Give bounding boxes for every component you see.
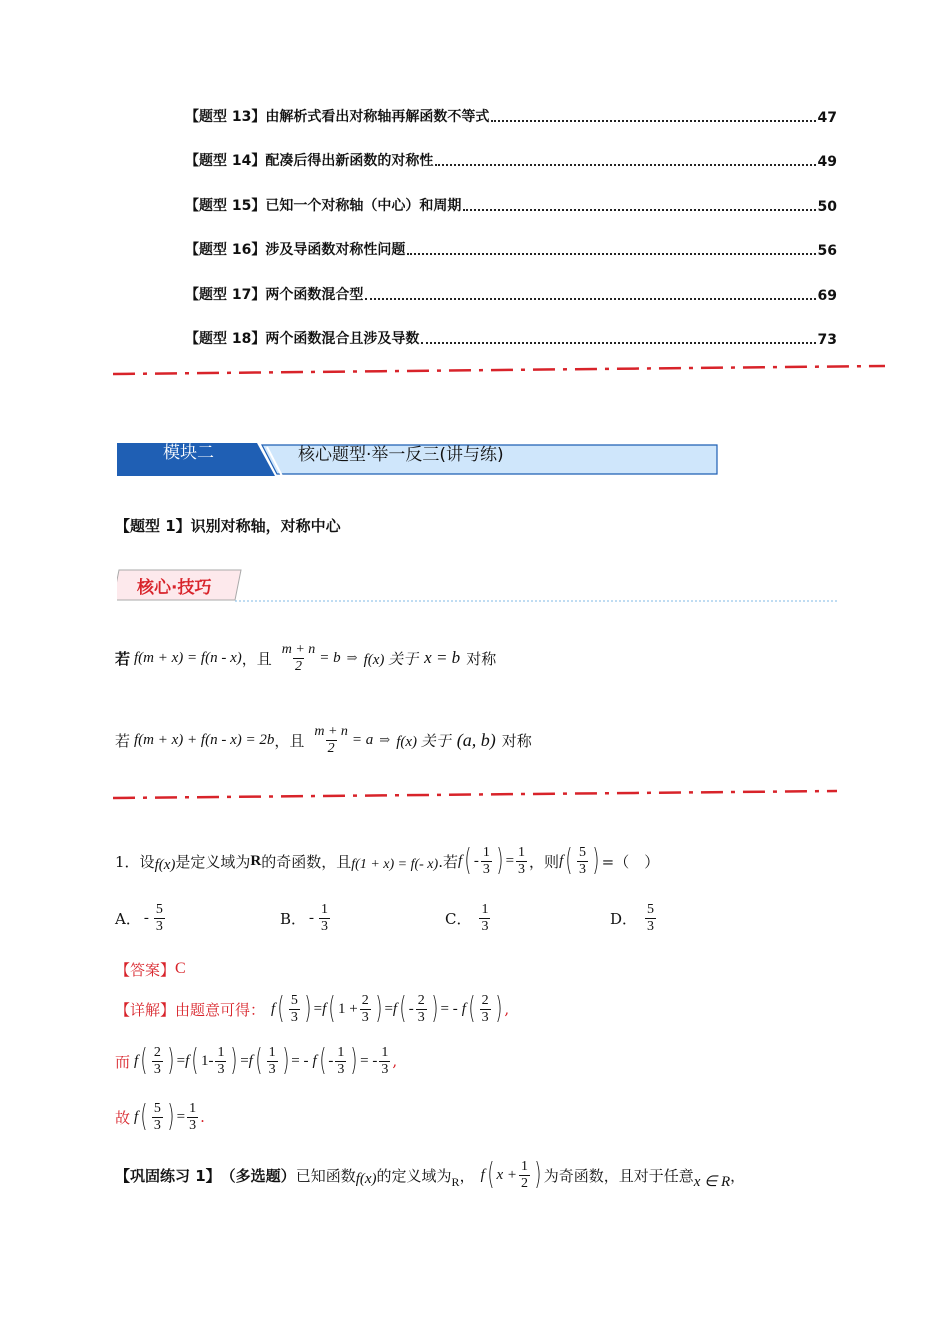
function-symbol: f bbox=[559, 852, 564, 869]
rule-prefix: 若 bbox=[115, 731, 131, 750]
question-text: 设 bbox=[139, 852, 155, 871]
option-sign: - bbox=[309, 910, 315, 926]
fraction bbox=[312, 724, 350, 757]
answer-label: 【答案】 bbox=[115, 960, 176, 979]
detail-text: 故 bbox=[115, 1108, 131, 1127]
option-label: B． bbox=[280, 910, 307, 928]
divider-dash-dot bbox=[113, 788, 837, 802]
option-c[interactable] bbox=[445, 902, 492, 935]
option-fraction: $\frac{1}{3}$ bbox=[481, 902, 489, 934]
rule-result: f(x) 关于 bbox=[396, 733, 451, 750]
option-label: A． bbox=[115, 910, 141, 928]
toc-page-number: 73 bbox=[817, 332, 837, 348]
condition-equation: x ∈ R bbox=[693, 1173, 731, 1190]
rule-line bbox=[115, 710, 532, 770]
right-paren: ) bbox=[496, 843, 504, 878]
fraction bbox=[280, 642, 318, 675]
rule-equation: f(m + x) = f(n - x) bbox=[134, 649, 242, 666]
toc-page-number: 49 bbox=[817, 154, 837, 170]
toc-entry[interactable] bbox=[185, 282, 837, 304]
equals-sign: = bbox=[505, 852, 515, 869]
answer-value: C bbox=[175, 960, 186, 977]
toc-entry-label: 【题型 18】两个函数混合且涉及导数 bbox=[185, 331, 420, 347]
rule-connector: ，且 bbox=[241, 649, 272, 668]
left-paren: ( bbox=[565, 843, 573, 878]
toc-page-number: 47 bbox=[817, 110, 837, 126]
rule-target: x = b bbox=[424, 648, 461, 667]
section-title: 【题型 1】识别对称轴，对称中心 bbox=[115, 517, 341, 535]
module-title: 核心题型·举一反三(讲与练) bbox=[298, 445, 504, 465]
practice-line: 【巩固练习 1】 （多选题） 已知函数 f(x) 的定义域为 R ， f ( x + $\frac{1}{2}$ ) 为奇函数，且对于任意 x ∈ R ， bbox=[115, 1157, 746, 1192]
answer-line bbox=[115, 958, 186, 980]
option-fraction: $\frac{1}{3}$ bbox=[321, 902, 329, 934]
detail-line: 【详解】 由题意可得： f ( $\frac{5}{3}$ ) = f ( 1 + $\frac{2}{3}$ ) = f ( - $\frac{2}{3}$ ) = - f ( $\frac{2}{3}$ ) , bbox=[115, 991, 510, 1026]
practice-label: 【巩固练习 1】 bbox=[115, 1166, 221, 1185]
option-a[interactable] bbox=[115, 902, 167, 935]
rule-equation: f(m + x) + f(n - x) = 2b bbox=[134, 731, 275, 748]
fraction-denominator: 2 bbox=[327, 740, 335, 756]
implies-icon: ⇒ bbox=[379, 732, 391, 748]
question-number: 1． bbox=[115, 852, 140, 871]
rule-result: f(x) 关于 bbox=[363, 651, 419, 668]
fraction-numerator: m + n bbox=[314, 723, 348, 739]
question-text: =（ ） bbox=[601, 852, 660, 871]
toc-page-number: 69 bbox=[817, 288, 837, 304]
skill-box-frame bbox=[117, 566, 837, 606]
practice-text: ， bbox=[459, 1166, 475, 1185]
toc-entry-label: 【题型 15】已知一个对称轴（中心）和周期 bbox=[185, 198, 462, 214]
question-stem bbox=[115, 838, 659, 884]
detail-label: 【详解】 bbox=[115, 1000, 176, 1019]
skill-box-label: 核心·技巧 bbox=[137, 578, 212, 598]
toc-entry-label: 【题型 14】配凑后得出新函数的对称性 bbox=[185, 153, 434, 169]
toc-entry[interactable] bbox=[185, 326, 837, 348]
divider-dash-dot bbox=[113, 364, 885, 378]
toc-entry-label: 【题型 17】两个函数混合型 bbox=[185, 287, 364, 303]
implies-icon: ⇒ bbox=[346, 650, 358, 666]
function-symbol: f(x) bbox=[355, 1170, 377, 1187]
detail-line: 而 f ( $\frac{2}{3}$ ) = f ( 1- $\frac{1}{3}$ ) = f ( $\frac{1}{3}$ ) = - f ( - $\frac{1}{3}$ ) = - $\frac{1}{3}$ , bbox=[115, 1043, 398, 1078]
detail-line: 故 f ( $\frac{5}{3}$ ) = $\frac{1}{3}$ . bbox=[115, 1099, 205, 1134]
left-paren: ( bbox=[464, 843, 472, 878]
rule-line bbox=[115, 628, 496, 688]
module-label: 模块二 bbox=[163, 443, 214, 463]
option-label: C． bbox=[445, 910, 472, 928]
toc-leader bbox=[463, 209, 815, 211]
question-text: 的奇函数，且 bbox=[261, 852, 352, 871]
toc-entry[interactable] bbox=[185, 104, 837, 126]
option-d[interactable] bbox=[610, 902, 658, 935]
toc-entry[interactable] bbox=[185, 193, 837, 215]
right-paren: ) bbox=[592, 843, 600, 878]
option-sign: - bbox=[143, 910, 149, 926]
toc-leader bbox=[365, 298, 815, 300]
fraction-denominator: 2 bbox=[295, 658, 303, 674]
fraction: $\frac{1}{3}$ bbox=[482, 844, 490, 877]
condition-equation: f(1 + x) = f(- x) bbox=[351, 857, 439, 872]
practice-text: 的定义域为 bbox=[376, 1166, 452, 1185]
rule-suffix: 对称 bbox=[501, 731, 532, 750]
toc-leader bbox=[407, 253, 815, 255]
practice-tag: （多选题） bbox=[220, 1166, 296, 1185]
option-label: D． bbox=[610, 910, 638, 928]
detail-text: 而 bbox=[115, 1052, 131, 1071]
practice-text: ， bbox=[730, 1166, 746, 1185]
toc-page-number: 50 bbox=[817, 199, 837, 215]
toc-page-number: 56 bbox=[817, 243, 837, 259]
fraction: $\frac{5}{3}$ bbox=[578, 844, 586, 877]
toc-entry[interactable] bbox=[185, 237, 837, 259]
rule-prefix: 若 bbox=[115, 649, 131, 668]
practice-text: 已知函数 bbox=[295, 1166, 356, 1185]
rule-target: (a, b) bbox=[456, 729, 496, 750]
toc-leader bbox=[435, 164, 815, 166]
question-text: .若 bbox=[438, 852, 458, 871]
fraction-numerator: m + n bbox=[281, 641, 316, 657]
option-b[interactable] bbox=[280, 902, 332, 935]
rule-suffix: 对称 bbox=[466, 649, 497, 668]
minus-sign: - bbox=[473, 852, 479, 869]
rule-equals: = b bbox=[319, 649, 341, 666]
function-symbol: f bbox=[457, 852, 463, 869]
function-symbol: f(x) bbox=[154, 856, 176, 873]
toc-leader bbox=[421, 342, 815, 344]
question-text: ，则 bbox=[529, 852, 560, 871]
detail-text: 由题意可得： bbox=[175, 1000, 266, 1019]
real-set-symbol: R bbox=[451, 1174, 460, 1189]
rule-equals: = a bbox=[351, 731, 374, 748]
toc-entry[interactable] bbox=[185, 148, 837, 170]
question-text: 是定义域为 bbox=[175, 852, 251, 871]
toc-entry-label: 【题型 13】由解析式看出对称轴再解函数不等式 bbox=[185, 109, 490, 125]
option-fraction: $\frac{5}{3}$ bbox=[155, 902, 163, 934]
practice-text: 为奇函数，且对于任意 bbox=[543, 1166, 694, 1185]
toc-entry-label: 【题型 16】涉及导函数对称性问题 bbox=[185, 242, 406, 258]
toc-leader bbox=[491, 120, 815, 122]
option-fraction: $\frac{5}{3}$ bbox=[647, 902, 655, 934]
fraction: $\frac{1}{3}$ bbox=[518, 844, 526, 877]
rule-connector: ，且 bbox=[274, 731, 305, 750]
real-set-symbol: R bbox=[250, 852, 262, 869]
